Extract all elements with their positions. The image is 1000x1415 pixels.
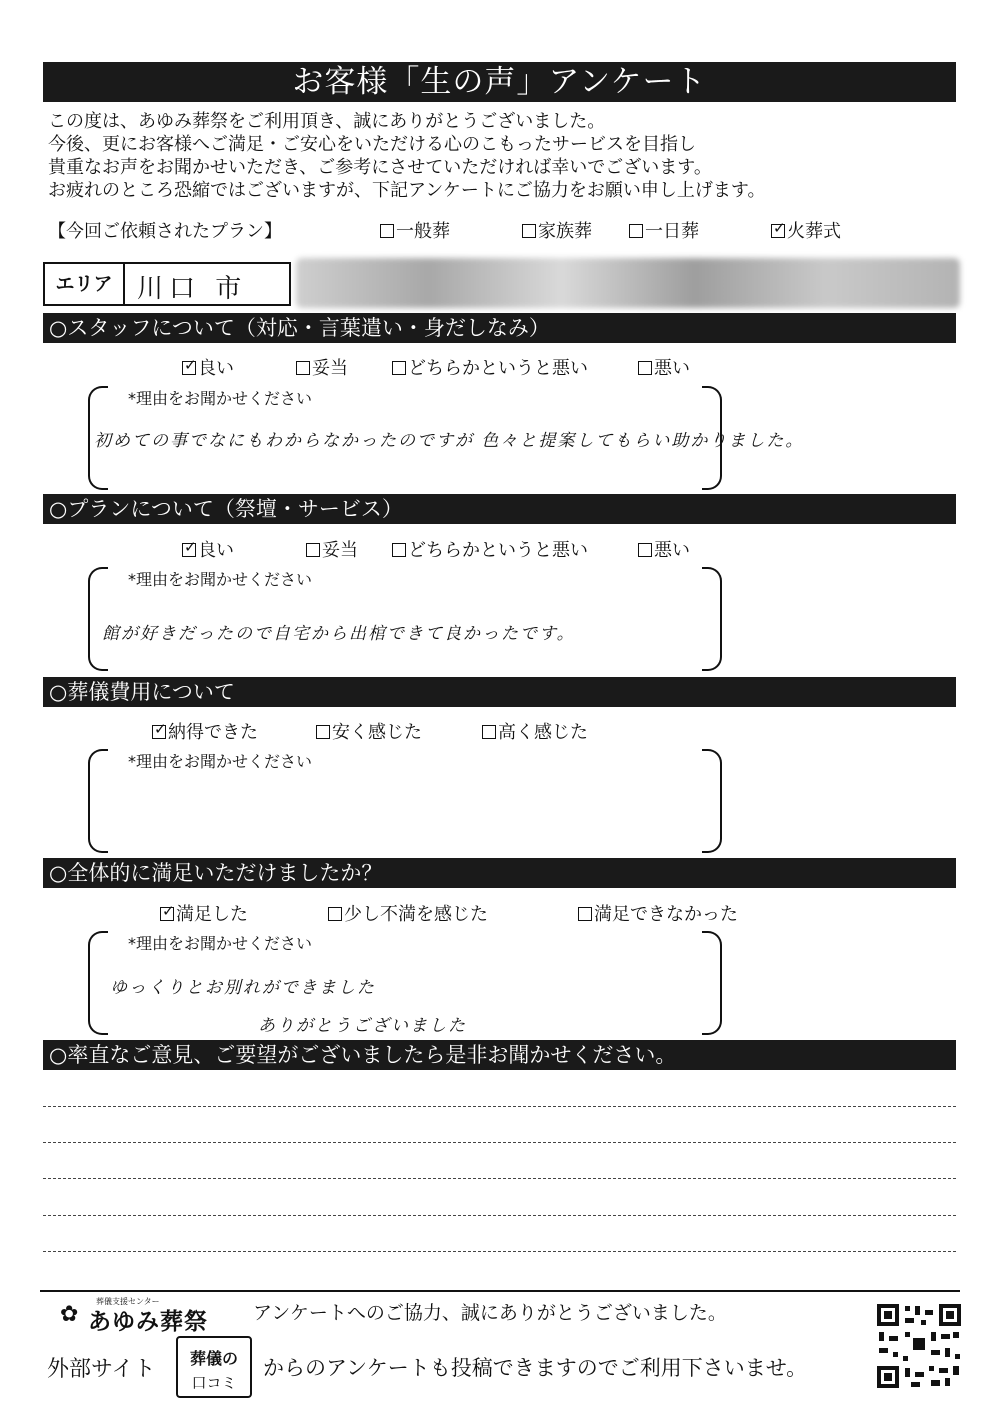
bracket-right [702, 567, 722, 671]
checkbox[interactable] [380, 224, 394, 238]
handwritten-answer: ゆっくりとお別れができました [110, 978, 376, 998]
reason-prompt: *理由をお聞かせください [128, 570, 313, 589]
plan-option-kasou[interactable]: ✓ 火葬式 [771, 217, 841, 243]
bracket-right [702, 931, 722, 1035]
staff-option-good[interactable]: ✓良い [182, 354, 234, 380]
handwritten-answer: ありがとうございました [258, 1016, 467, 1036]
checkbox-checked[interactable] [160, 907, 174, 921]
plan-label: 【今回ご依頼されたプラン】 [48, 221, 282, 242]
checkbox[interactable] [578, 907, 592, 921]
checkbox[interactable] [306, 543, 320, 557]
staff-option-rather-bad[interactable]: どちらかというと悪い [392, 354, 588, 380]
plan-eval-option-rather-bad[interactable]: どちらかというと悪い [392, 536, 588, 562]
cost-option-satisfied[interactable]: ✓納得できた [152, 718, 258, 744]
kuchikomi-badge[interactable] [176, 1336, 252, 1398]
brand-subtitle: 葬儀支援センター [96, 1297, 160, 1306]
reason-prompt: *理由をお聞かせください [128, 934, 313, 953]
section-staff-header: ○スタッフについて（対応・言葉遣い・身だしなみ） [43, 313, 956, 343]
section-cost-header: ○葬儀費用について [43, 677, 956, 707]
section-overall-header: ○全体的に満足いただけましたか？ [43, 858, 956, 888]
handwritten-answer: 初めての事でなにもわからなかったのですが 色々と提案してもらい助かりました。 [94, 431, 805, 451]
footer-divider [40, 1290, 960, 1292]
checkbox[interactable] [482, 725, 496, 739]
overall-choices [48, 898, 948, 924]
qr-code-icon[interactable] [875, 1302, 963, 1390]
plan-row [48, 215, 948, 243]
checkbox[interactable] [328, 907, 342, 921]
external-site-label: 外部サイト [47, 1357, 156, 1382]
section-feedback-header: ○率直なご意見、ご要望がございましたら是非お聞かせください。 [43, 1040, 956, 1070]
plan-option-kazoku[interactable]: 家族葬 [522, 217, 592, 243]
handwritten-answer: 館が好きだったので自宅から出棺できて良かったです。 [102, 624, 576, 644]
intro-line: 今後、更にお客様へご満足・ご安心をいただける心のこもったサービスを目指し [48, 134, 696, 155]
overall-reason-box [88, 931, 722, 1035]
checkbox[interactable] [638, 361, 652, 375]
area-field [43, 262, 291, 306]
brand-name: あゆみ葬祭 [88, 1309, 208, 1335]
cost-reason-box [88, 749, 722, 853]
badge-line2: 口コミ [191, 1374, 237, 1392]
area-label: エリア [45, 264, 125, 304]
thanks-text: アンケートへのご協力、誠にありがとうございました。 [253, 1302, 727, 1324]
checkbox[interactable] [296, 361, 310, 375]
sprout-icon: ✿ [60, 1302, 79, 1327]
intro-line: この度は、あゆみ葬祭をご利用頂き、誠にありがとうございました。 [48, 111, 606, 132]
plan-eval-option-good[interactable]: ✓良い [182, 536, 234, 562]
checkbox-checked[interactable] [182, 361, 196, 375]
staff-option-bad[interactable]: 悪い [638, 354, 690, 380]
answer-line [43, 1215, 956, 1216]
plan-option-ippan[interactable]: 一般葬 [380, 217, 450, 243]
staff-reason-box [88, 386, 805, 490]
plan-eval-option-bad[interactable]: 悪い [638, 536, 690, 562]
checkbox[interactable] [392, 543, 406, 557]
overall-option-unsatisfied[interactable]: 満足できなかった [578, 900, 738, 926]
ayumi-logo [60, 1296, 230, 1335]
cost-choices [48, 716, 948, 742]
redacted-info [296, 258, 960, 308]
reason-prompt: *理由をお聞かせください [128, 389, 313, 408]
bracket-right [702, 749, 722, 853]
checkbox[interactable] [316, 725, 330, 739]
plan-choices [48, 534, 948, 560]
checkbox[interactable] [638, 543, 652, 557]
plan-reason-box [88, 567, 722, 671]
page-title: お客様「生の声」アンケート [43, 62, 956, 102]
intro-line: 貴重なお声をお聞かせいただき、ご参考にさせていただければ幸いでございます。 [48, 157, 712, 178]
checkbox[interactable] [392, 361, 406, 375]
reason-prompt: *理由をお聞かせください [128, 752, 313, 771]
intro-line: お疲れのところ恐縮ではございますが、下記アンケートにご協力をお願い申し上げます。 [48, 180, 766, 201]
answer-line [43, 1251, 956, 1252]
checkbox-checked[interactable] [182, 543, 196, 557]
external-site-text: からのアンケートも投稿できますのでご利用下さいませ。 [263, 1356, 808, 1380]
overall-option-slightly-unsatisfied[interactable]: 少し不満を感じた [328, 900, 488, 926]
staff-choices [48, 352, 948, 378]
area-value: 川口 市 [137, 274, 248, 304]
section-plan-header: ○プランについて（祭壇・サービス） [43, 494, 956, 524]
answer-line [43, 1142, 956, 1143]
overall-option-satisfied[interactable]: ✓満足した [160, 900, 248, 926]
badge-line1: 葬儀の [189, 1349, 238, 1368]
bracket-left [88, 931, 108, 1035]
intro-text [48, 110, 948, 202]
checkbox-checked[interactable] [152, 725, 166, 739]
plan-option-ichinichi[interactable]: 一日葬 [629, 217, 699, 243]
answer-line [43, 1178, 956, 1179]
answer-line [43, 1106, 956, 1107]
plan-eval-option-fair[interactable]: 妥当 [306, 536, 358, 562]
cost-option-cheap[interactable]: 安く感じた [316, 718, 422, 744]
checkbox[interactable] [629, 224, 643, 238]
bracket-left [88, 749, 108, 853]
staff-option-fair[interactable]: 妥当 [296, 354, 348, 380]
checkbox[interactable] [522, 224, 536, 238]
checkbox-checked[interactable] [771, 224, 785, 238]
cost-option-expensive[interactable]: 高く感じた [482, 718, 588, 744]
